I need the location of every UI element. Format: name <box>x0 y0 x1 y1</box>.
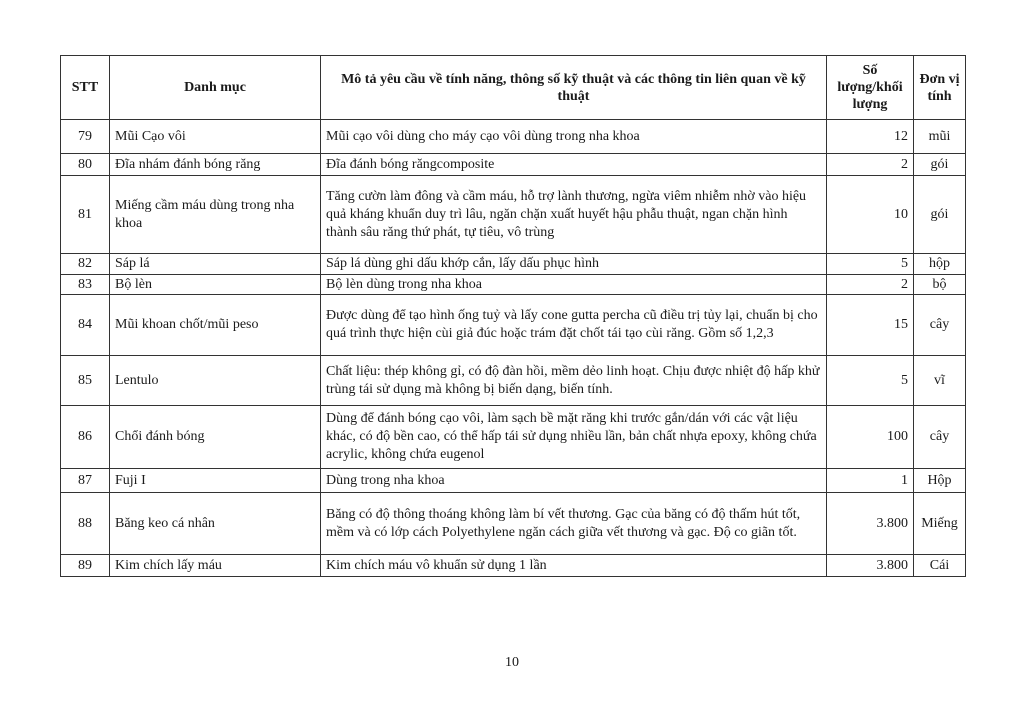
equipment-spec-table <box>60 55 966 577</box>
row-unit: gói <box>914 154 966 176</box>
header-stt: STT <box>61 56 110 120</box>
row-unit: cây <box>914 295 966 356</box>
page-number: 10 <box>505 655 519 670</box>
row-unit: Miếng <box>914 493 966 555</box>
row-name: Sáp lá <box>110 254 321 275</box>
table-row <box>61 469 966 493</box>
table-header-row <box>61 56 966 120</box>
row-description: Băng có độ thông thoáng không làm bí vết thương. Gạc của băng có độ thấm hút tốt, mềm và có lớp cách Polyethylene ngăn cách giữa vết thương và gạc. Độ co giãn tốt. <box>321 493 827 555</box>
row-unit: cây <box>914 406 966 469</box>
table-row <box>61 406 966 469</box>
row-quantity: 1 <box>827 469 914 493</box>
row-description: Dùng để đánh bóng cạo vôi, làm sạch bề mặt răng khi trước gắn/dán với các vật liệu khác, có độ bền cao, có thể hấp tái sử dụng nhiều lần, bản chất nhựa epoxy, không chứa acrylic, không chứa eugenol <box>321 406 827 469</box>
row-unit: Hộp <box>914 469 966 493</box>
row-description: Sáp lá dùng ghi dấu khớp cắn, lấy dấu phục hình <box>321 254 827 275</box>
row-description: Đĩa đánh bóng răngcomposite <box>321 154 827 176</box>
row-name: Chổi đánh bóng <box>110 406 321 469</box>
row-quantity: 100 <box>827 406 914 469</box>
row-name: Đĩa nhám đánh bóng răng <box>110 154 321 176</box>
row-stt: 84 <box>61 295 110 356</box>
row-stt: 86 <box>61 406 110 469</box>
table-row <box>61 555 966 577</box>
row-quantity: 15 <box>827 295 914 356</box>
table-row <box>61 275 966 295</box>
row-unit: gói <box>914 176 966 254</box>
row-quantity: 12 <box>827 120 914 154</box>
row-stt: 89 <box>61 555 110 577</box>
header-quantity: Số lượng/khối lượng <box>827 56 914 120</box>
row-unit: Cái <box>914 555 966 577</box>
row-name: Băng keo cá nhân <box>110 493 321 555</box>
table-row <box>61 493 966 555</box>
header-name: Danh mục <box>110 56 321 120</box>
row-quantity: 10 <box>827 176 914 254</box>
row-description: Chất liệu: thép không gỉ, có độ đàn hồi, mềm dẻo linh hoạt. Chịu được nhiệt độ hấp khử trùng tái sử dụng mà không bị biến dạng, biến tính. <box>321 356 827 406</box>
row-name: Miếng cầm máu dùng trong nha khoa <box>110 176 321 254</box>
row-stt: 81 <box>61 176 110 254</box>
row-description: Tăng cườn làm đông và cầm máu, hỗ trợ lành thương, ngừa viêm nhiễm nhờ vào hiệu quả kháng khuẩn duy trì lâu, ngăn chặn xuất huyết hậu phẫu thuật, ngan chặn hình thành sâu răng thứ phát, tự tiêu, vô trùng <box>321 176 827 254</box>
row-stt: 85 <box>61 356 110 406</box>
table-row <box>61 120 966 154</box>
row-name: Bộ lèn <box>110 275 321 295</box>
row-stt: 88 <box>61 493 110 555</box>
row-name: Mũi khoan chốt/mũi peso <box>110 295 321 356</box>
header-unit: Đơn vị tính <box>914 56 966 120</box>
row-unit: bộ <box>914 275 966 295</box>
table-row <box>61 154 966 176</box>
table-row <box>61 356 966 406</box>
row-unit: hộp <box>914 254 966 275</box>
row-quantity: 2 <box>827 275 914 295</box>
row-description: Dùng trong nha khoa <box>321 469 827 493</box>
row-quantity: 3.800 <box>827 555 914 577</box>
table-row <box>61 254 966 275</box>
header-description: Mô tả yêu cầu về tính năng, thông số kỹ thuật và các thông tin liên quan về kỹ thuật <box>321 56 827 120</box>
row-description: Bộ lèn dùng trong nha khoa <box>321 275 827 295</box>
row-description: Mũi cạo vôi dùng cho máy cạo vôi dùng trong nha khoa <box>321 120 827 154</box>
row-description: Kim chích máu vô khuẩn sử dụng 1 lần <box>321 555 827 577</box>
row-name: Kim chích lấy máu <box>110 555 321 577</box>
row-name: Mũi Cạo vôi <box>110 120 321 154</box>
row-unit: vĩ <box>914 356 966 406</box>
row-quantity: 2 <box>827 154 914 176</box>
row-stt: 82 <box>61 254 110 275</box>
row-stt: 79 <box>61 120 110 154</box>
row-quantity: 5 <box>827 254 914 275</box>
row-quantity: 5 <box>827 356 914 406</box>
row-quantity: 3.800 <box>827 493 914 555</box>
row-stt: 87 <box>61 469 110 493</box>
row-unit: mũi <box>914 120 966 154</box>
row-name: Lentulo <box>110 356 321 406</box>
table-row <box>61 295 966 356</box>
row-name: Fuji I <box>110 469 321 493</box>
row-stt: 83 <box>61 275 110 295</box>
row-description: Được dùng để tạo hình ống tuỷ và lấy cone gutta percha cũ điều trị tủy lại, chuẩn bị cho quá trình thực hiện cùi giả đúc hoặc trám đặt chốt tái tạo cùi răng. Gồm số 1,2,3 <box>321 295 827 356</box>
table-row <box>61 176 966 254</box>
row-stt: 80 <box>61 154 110 176</box>
